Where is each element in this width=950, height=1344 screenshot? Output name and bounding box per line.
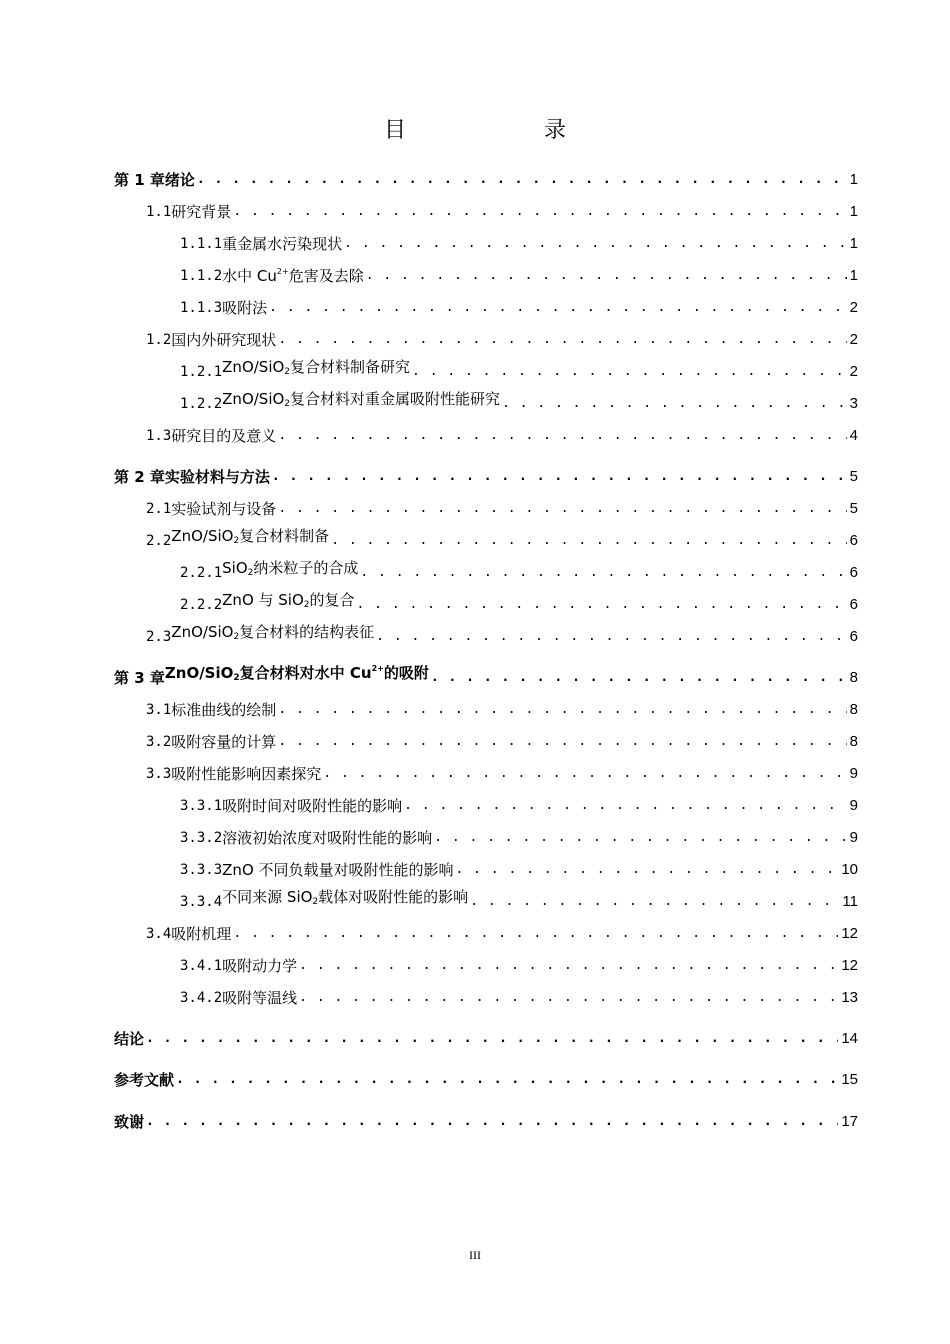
- toc-entry[interactable]: [180, 231, 858, 255]
- toc-entry[interactable]: [146, 697, 858, 721]
- toc-entry-number: 1.2.2: [180, 396, 223, 412]
- dot-leader: [146, 1028, 838, 1050]
- toc-entry[interactable]: [146, 199, 858, 223]
- toc-entry[interactable]: [146, 624, 858, 648]
- toc-entry-title: 吸附等温线: [222, 989, 298, 1007]
- toc-entry-page: 4: [849, 427, 858, 444]
- toc-entry-page: 10: [841, 861, 858, 878]
- toc-entry-page: 2: [849, 363, 858, 380]
- toc-entry-title: 实验材料与方法: [164, 468, 270, 486]
- toc-entry-page: 3: [849, 395, 858, 412]
- dot-leader: [470, 891, 839, 913]
- toc-entry-number: 3.4: [146, 926, 172, 942]
- toc-entry-number: 2.1: [146, 501, 172, 517]
- toc-entry-title: 重金属水污染现状: [222, 235, 343, 253]
- toc-entry[interactable]: [146, 729, 858, 753]
- dot-leader: [233, 923, 838, 945]
- dot-leader: [278, 425, 846, 447]
- toc-entry[interactable]: [180, 359, 858, 383]
- toc-entry[interactable]: [180, 263, 858, 287]
- toc-entry-page: 5: [849, 500, 858, 517]
- toc-entry-title: SiO$_2$纳米粒子的合成: [222, 559, 359, 578]
- toc-entry-number: 3.3.1: [180, 798, 223, 814]
- toc-entry-page: 11: [842, 893, 858, 910]
- toc-entry-title: 溶液初始浓度对吸附性能的影响: [222, 829, 433, 847]
- toc-entry-page: 9: [849, 765, 858, 782]
- toc-entry-number: 第 2 章: [114, 468, 165, 486]
- toc-entry-title: 吸附时间对吸附性能的影响: [222, 797, 403, 815]
- toc-entry[interactable]: [180, 825, 858, 849]
- toc-entry[interactable]: [180, 985, 858, 1009]
- toc-entry-page: 6: [849, 564, 858, 581]
- toc-entry[interactable]: [180, 889, 858, 913]
- toc-entry-title: ZnO/SiO$_2$复合材料对重金属吸附性能研究: [222, 390, 501, 409]
- toc-entry-page: 1: [849, 235, 858, 252]
- dot-leader: [412, 361, 847, 383]
- toc-entry-number: 3.4.1: [180, 958, 223, 974]
- toc-entry-page: 15: [841, 1071, 858, 1088]
- dot-leader: [278, 498, 846, 520]
- dot-leader: [360, 562, 846, 584]
- page-number-footer: III: [469, 1248, 481, 1262]
- dot-leader: [404, 795, 846, 817]
- toc-entry-title: 实验试剂与设备: [171, 500, 277, 518]
- toc-entry-number: 3.3.2: [180, 830, 223, 846]
- toc-entry-page: 13: [841, 989, 858, 1006]
- toc-entry[interactable]: [146, 496, 858, 520]
- toc-entry-page: 14: [841, 1030, 858, 1047]
- toc-entry-number: 1.1.2: [180, 268, 223, 284]
- toc-entry-page: 5: [849, 468, 858, 485]
- toc-entry-title: 吸附容量的计算: [171, 733, 277, 751]
- toc-entry-number: 1.2: [146, 332, 172, 348]
- toc-entry-title: 水中 $Cu^{2+}$危害及去除: [222, 267, 364, 285]
- toc-entry[interactable]: [114, 1026, 858, 1050]
- toc-entry-page: 2: [849, 331, 858, 348]
- toc-entry-page: 6: [849, 532, 858, 549]
- toc-entry[interactable]: [114, 665, 858, 689]
- dot-leader: [431, 667, 847, 689]
- toc-entry-page: 1: [849, 203, 858, 220]
- dot-leader: [233, 201, 846, 223]
- dot-leader: [357, 594, 847, 616]
- toc-entry-title: 研究背景: [171, 203, 232, 221]
- toc-entry[interactable]: [114, 1067, 858, 1091]
- toc-entry[interactable]: [146, 528, 858, 552]
- dot-leader: [366, 265, 847, 287]
- toc-entry-number: 1.1.3: [180, 300, 223, 316]
- toc-entry-title: 绪论: [164, 171, 195, 189]
- dot-leader: [278, 731, 846, 753]
- toc-entry[interactable]: [180, 953, 858, 977]
- toc-entry[interactable]: [146, 327, 858, 351]
- toc-entry-page: 6: [849, 628, 858, 645]
- toc-entry-page: 9: [849, 797, 858, 814]
- toc-entry[interactable]: [180, 391, 858, 415]
- dot-leader: [197, 169, 847, 191]
- toc-entry-title: ZnO/SiO$_2$复合材料制备: [171, 527, 330, 546]
- toc-entry-number: 3.1: [146, 702, 172, 718]
- toc-entry-page: 8: [849, 733, 858, 750]
- toc-entry[interactable]: [180, 857, 858, 881]
- toc-entry-title: 研究目的及意义: [171, 427, 277, 445]
- toc-entry-title: 结论: [114, 1030, 145, 1048]
- toc-entry-page: 9: [849, 829, 858, 846]
- dot-leader: [146, 1111, 838, 1133]
- toc-entry[interactable]: [146, 423, 858, 447]
- dot-leader: [278, 329, 846, 351]
- toc-entry-number: 3.3.4: [180, 894, 223, 910]
- dot-leader: [299, 955, 838, 977]
- toc-entry-number: 2.3: [146, 629, 172, 645]
- toc-entry-page: 2: [849, 299, 858, 316]
- toc-entry[interactable]: [146, 921, 858, 945]
- toc-entry[interactable]: [146, 761, 858, 785]
- toc-entry[interactable]: [180, 793, 858, 817]
- toc-entry-page: 8: [849, 669, 858, 686]
- dot-leader: [272, 466, 847, 488]
- dot-leader: [176, 1069, 838, 1091]
- toc-entry-number: 2.2.2: [180, 597, 223, 613]
- toc-entry-number: 3.3: [146, 766, 172, 782]
- dot-leader: [376, 626, 846, 648]
- toc-entry-title: 不同来源 SiO$_2$载体对吸附性能的影响: [222, 888, 469, 907]
- toc-entry-page: 6: [849, 596, 858, 613]
- page-title: 目 录: [383, 118, 624, 143]
- dot-leader: [269, 297, 846, 319]
- toc-entry-number: 2.2.1: [180, 565, 223, 581]
- dot-leader: [299, 987, 838, 1009]
- dot-leader: [331, 530, 846, 552]
- toc-entry-title: 国内外研究现状: [171, 331, 277, 349]
- toc-entry-page: 8: [849, 701, 858, 718]
- toc-entry-title: ZnO/SiO$_2$复合材料制备研究: [222, 358, 411, 377]
- toc-entry-title: ZnO 与 SiO$_2$的复合: [222, 591, 355, 610]
- toc-entry-title: 吸附机理: [171, 925, 232, 943]
- dot-leader: [502, 393, 847, 415]
- toc-entry-page: 12: [841, 957, 858, 974]
- toc-entry-page: 12: [841, 925, 858, 942]
- toc-entry[interactable]: [114, 1109, 858, 1133]
- toc-entry-title: 吸附法: [222, 299, 268, 317]
- toc-entry[interactable]: [180, 592, 858, 616]
- toc-entry-number: 1.1: [146, 204, 172, 220]
- toc-entry-title: 吸附动力学: [222, 957, 298, 975]
- toc-entry[interactable]: [180, 295, 858, 319]
- dot-leader: [456, 859, 839, 881]
- toc-entry-number: 1.2.1: [180, 364, 223, 380]
- toc-entry-number: 3.4.2: [180, 990, 223, 1006]
- toc-entry[interactable]: [180, 560, 858, 584]
- toc-entry-number: 3.3.3: [180, 862, 223, 878]
- toc-entry-title: 致谢: [114, 1113, 145, 1131]
- toc-entry-number: 2.2: [146, 533, 172, 549]
- dot-leader: [278, 699, 846, 721]
- toc-entry-number: 1.1.1: [180, 236, 223, 252]
- toc-entry-title: 参考文献: [114, 1071, 175, 1089]
- toc-entry-title: 吸附性能影响因素探究: [171, 765, 322, 783]
- toc-entry-number: 1.3: [146, 428, 172, 444]
- toc-entry[interactable]: [114, 464, 858, 488]
- toc-entry-number: 第 1 章: [114, 171, 165, 189]
- dot-leader: [344, 233, 846, 255]
- toc-entry-title: ZnO/SiO$_2$复合材料的结构表征: [171, 623, 375, 642]
- toc-entry-number: 3.2: [146, 734, 172, 750]
- toc-entry-number: 第 3 章: [114, 669, 165, 687]
- dot-leader: [323, 763, 846, 785]
- toc-entry[interactable]: [114, 167, 858, 191]
- toc-entry-page: 1: [849, 171, 858, 188]
- dot-leader: [434, 827, 846, 849]
- toc-entry-title: ZnO 不同负载量对吸附性能的影响: [222, 861, 454, 879]
- toc-entry-title: 标准曲线的绘制: [171, 701, 277, 719]
- toc-entry-title: ZnO/SiO$_2$复合材料对水中 $Cu^{2+}$的吸附: [164, 664, 429, 683]
- toc-entry-page: 1: [849, 267, 858, 284]
- toc-entry-page: 17: [841, 1113, 858, 1130]
